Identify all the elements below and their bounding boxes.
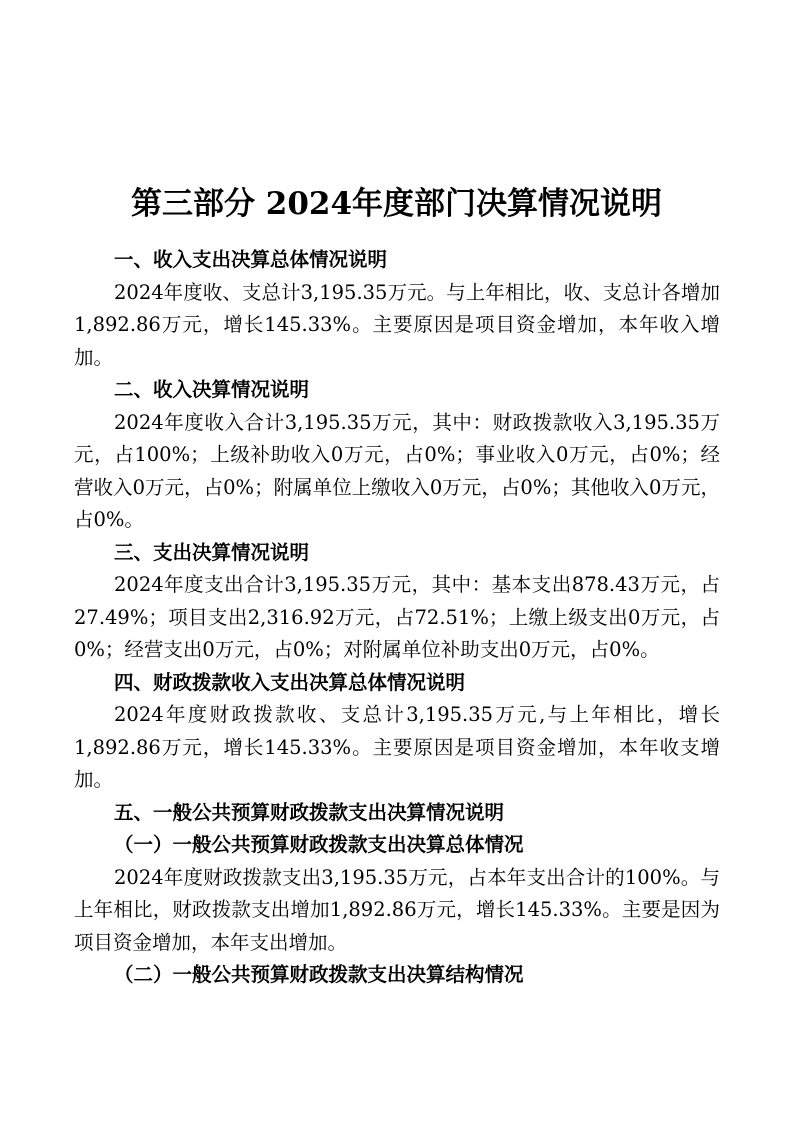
section-1-paragraph: 2024年度收、支总计3,195.35万元。与上年相比，收、支总计各增加1,892.86万元，增长145.33%。主要原因是项目资金增加，本年收入增加。 [74, 280, 720, 369]
section-heading-2: 二、收入决算情况说明 [114, 378, 310, 401]
document-body [74, 244, 720, 992]
section-heading-1: 一、收入支出决算总体情况说明 [114, 248, 388, 271]
section-heading-3: 三、支出决算情况说明 [114, 540, 310, 564]
section-2-paragraph: 2024年度收入合计3,195.35万元，其中：财政拨款收入3,195.35万元，占100%；上级补助收入0万元，占0%；事业收入0万元，占0%；经营收入0万元，占0%；附属单位上缴收入0万元，占0%；其他收入0万元，占0%。 [74, 410, 720, 531]
section-3-paragraph: 2024年度支出合计3,195.35万元，其中：基本支出878.43万元，占27.49%；项目支出2,316.92万元，占72.51%；上缴上级支出0万元，占0%；经营支出0万元，占0%；对附属单位补助支出0万元，占0%。 [74, 573, 720, 661]
subsection-heading-5-2: （二）一般公共预算财政拨款支出决算结构情况 [114, 963, 524, 986]
subsection-5-1-paragraph: 2024年度财政拨款支出3,195.35万元，占本年支出合计的100%。与上年相比，财政拨款支出增加1,892.86万元，增长145.33%。主要是因为项目资金增加，本年支出增加。 [74, 865, 720, 954]
document-title: 第三部分 2024年度部门决算情况说明 [130, 186, 663, 222]
section-heading-4: 四、财政拨款收入支出决算总体情况说明 [114, 670, 466, 694]
subsection-heading-5-1: （一）一般公共预算财政拨款支出决算总体情况 [114, 833, 524, 856]
section-4-paragraph: 2024年度财政拨款收、支总计3,195.35万元,与上年相比，增长1,892.86万元，增长145.33%。主要原因是项目资金增加，本年收支增加。 [74, 703, 720, 791]
section-heading-5: 五、一般公共预算财政拨款支出决算情况说明 [114, 800, 505, 824]
